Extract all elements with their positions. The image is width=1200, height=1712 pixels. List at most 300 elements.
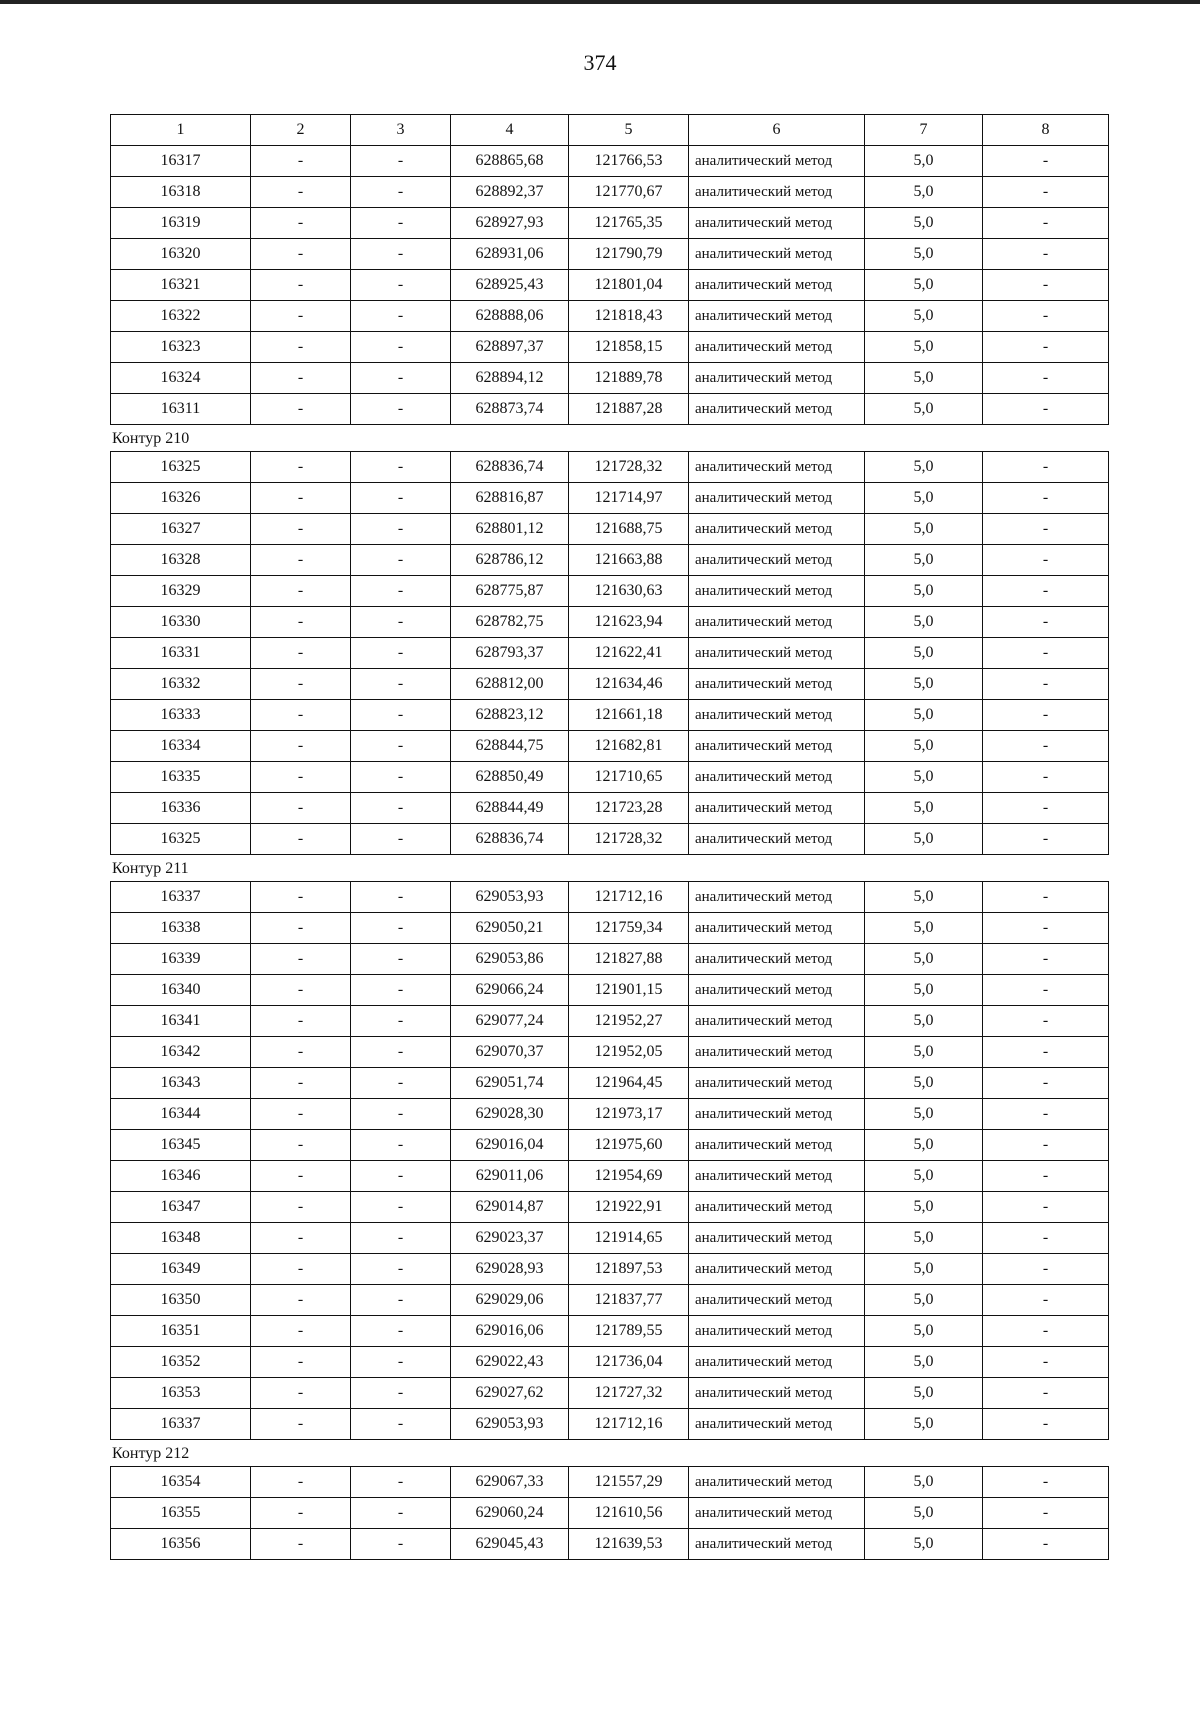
table-cell: 121889,78	[569, 363, 689, 394]
table-cell: -	[983, 669, 1109, 700]
table-cell: 628775,87	[451, 576, 569, 607]
table-cell: 16336	[111, 793, 251, 824]
header-row	[111, 115, 1109, 146]
table-cell: 628850,49	[451, 762, 569, 793]
table-cell: 629050,21	[451, 913, 569, 944]
table-row	[111, 700, 1109, 731]
table-cell: 121661,18	[569, 700, 689, 731]
table-cell: 16331	[111, 638, 251, 669]
table-cell: -	[983, 1037, 1109, 1068]
table-cell: -	[251, 824, 351, 855]
table-cell: 16347	[111, 1192, 251, 1223]
column-header: 4	[451, 115, 569, 146]
table-cell: 16326	[111, 483, 251, 514]
table-cell: 5,0	[865, 146, 983, 177]
table-cell: -	[351, 177, 451, 208]
table-cell: 121901,15	[569, 975, 689, 1006]
table-cell: 121557,29	[569, 1467, 689, 1498]
table-cell: -	[983, 1467, 1109, 1498]
table-cell: 629053,86	[451, 944, 569, 975]
table-cell: 121714,97	[569, 483, 689, 514]
coordinates-table	[110, 881, 1109, 1440]
table-cell: 5,0	[865, 975, 983, 1006]
table-cell: 629077,24	[451, 1006, 569, 1037]
table-cell: аналитический метод	[689, 1099, 865, 1130]
table-cell: -	[983, 239, 1109, 270]
table-cell: -	[983, 1254, 1109, 1285]
table-cell: 629028,30	[451, 1099, 569, 1130]
table-cell: 16321	[111, 270, 251, 301]
table-cell: -	[983, 700, 1109, 731]
table-cell: 5,0	[865, 1068, 983, 1099]
table-cell: -	[251, 944, 351, 975]
table-cell: 16323	[111, 332, 251, 363]
table-cell: 16318	[111, 177, 251, 208]
table-cell: -	[251, 452, 351, 483]
table-cell: 16319	[111, 208, 251, 239]
table-cell: 121790,79	[569, 239, 689, 270]
table-cell: 16320	[111, 239, 251, 270]
table-cell: 628894,12	[451, 363, 569, 394]
table-cell: 629053,93	[451, 1409, 569, 1440]
table-cell: 16324	[111, 363, 251, 394]
table-cell: -	[251, 1409, 351, 1440]
table-row	[111, 483, 1109, 514]
table-cell: 628816,87	[451, 483, 569, 514]
table-cell: 121712,16	[569, 1409, 689, 1440]
table-cell: 121728,32	[569, 452, 689, 483]
table-cell: 16325	[111, 452, 251, 483]
top-border-line	[0, 0, 1200, 4]
table-row	[111, 1192, 1109, 1223]
table-cell: аналитический метод	[689, 1529, 865, 1560]
table-cell: 16339	[111, 944, 251, 975]
table-cell: -	[251, 177, 351, 208]
contour-title: Контур 212	[112, 1445, 190, 1462]
table-cell: -	[351, 208, 451, 239]
table-cell: -	[351, 1409, 451, 1440]
table-cell: 628786,12	[451, 545, 569, 576]
table-cell: 121789,55	[569, 1316, 689, 1347]
table-cell: 121727,32	[569, 1378, 689, 1409]
table-cell: 121975,60	[569, 1130, 689, 1161]
table-row	[111, 975, 1109, 1006]
table-cell: аналитический метод	[689, 944, 865, 975]
table-cell: аналитический метод	[689, 1498, 865, 1529]
table-row	[111, 1347, 1109, 1378]
column-header: 7	[865, 115, 983, 146]
table-cell: 628836,74	[451, 452, 569, 483]
table-cell: 121818,43	[569, 301, 689, 332]
table-cell: -	[251, 1130, 351, 1161]
table-cell: 121858,15	[569, 332, 689, 363]
table-row	[111, 1409, 1109, 1440]
table-row	[111, 208, 1109, 239]
table-cell: 629022,43	[451, 1347, 569, 1378]
table-cell: -	[983, 545, 1109, 576]
table-cell: 628844,75	[451, 731, 569, 762]
table-cell: -	[251, 1316, 351, 1347]
table-cell: -	[983, 1223, 1109, 1254]
table-cell: -	[351, 824, 451, 855]
table-cell: 16337	[111, 882, 251, 913]
table-cell: 5,0	[865, 669, 983, 700]
table-cell: -	[251, 146, 351, 177]
table-cell: -	[983, 607, 1109, 638]
table-cell: аналитический метод	[689, 545, 865, 576]
contour-title: Контур 210	[112, 430, 190, 447]
table-cell: аналитический метод	[689, 1130, 865, 1161]
table-cell: -	[983, 824, 1109, 855]
table-cell: 628836,74	[451, 824, 569, 855]
table-cell: 628931,06	[451, 239, 569, 270]
table-cell: 629023,37	[451, 1223, 569, 1254]
table-cell: аналитический метод	[689, 975, 865, 1006]
table-cell: 16346	[111, 1161, 251, 1192]
table-cell: 629070,37	[451, 1037, 569, 1068]
table-cell: 121663,88	[569, 545, 689, 576]
table-cell: 5,0	[865, 394, 983, 425]
table-cell: 16322	[111, 301, 251, 332]
table-cell: -	[351, 975, 451, 1006]
table-cell: -	[351, 1130, 451, 1161]
table-cell: 5,0	[865, 1285, 983, 1316]
table-row	[111, 1099, 1109, 1130]
table-cell: -	[351, 669, 451, 700]
table-cell: -	[983, 301, 1109, 332]
table-cell: 5,0	[865, 301, 983, 332]
table-cell: -	[351, 700, 451, 731]
table-cell: 5,0	[865, 731, 983, 762]
table-cell: -	[251, 270, 351, 301]
table-cell: 121766,53	[569, 146, 689, 177]
table-cell: -	[251, 762, 351, 793]
table-cell: 5,0	[865, 1130, 983, 1161]
table-row	[111, 177, 1109, 208]
table-cell: 16330	[111, 607, 251, 638]
table-cell: -	[983, 913, 1109, 944]
page-number: 374	[583, 50, 617, 75]
table-cell: -	[251, 332, 351, 363]
table-row	[111, 1378, 1109, 1409]
table-cell: 16317	[111, 146, 251, 177]
table-cell: 16343	[111, 1068, 251, 1099]
table-cell: -	[983, 394, 1109, 425]
table-cell: 16338	[111, 913, 251, 944]
table-cell: аналитический метод	[689, 332, 865, 363]
coordinates-table	[110, 1466, 1109, 1560]
table-cell: 121964,45	[569, 1068, 689, 1099]
table-cell: -	[983, 731, 1109, 762]
table-cell: -	[351, 1316, 451, 1347]
table-cell: 121736,04	[569, 1347, 689, 1378]
table-cell: 5,0	[865, 177, 983, 208]
table-cell: -	[351, 1192, 451, 1223]
coordinates-table	[110, 114, 1109, 425]
table-cell: -	[983, 1099, 1109, 1130]
table-cell: 16352	[111, 1347, 251, 1378]
table-row	[111, 363, 1109, 394]
table-cell: 16340	[111, 975, 251, 1006]
table-cell: -	[983, 1409, 1109, 1440]
table-cell: 5,0	[865, 1498, 983, 1529]
table-row	[111, 1285, 1109, 1316]
contour-group	[110, 1440, 1108, 1560]
table-cell: -	[351, 1068, 451, 1099]
column-header: 8	[983, 115, 1109, 146]
table-cell: 121728,32	[569, 824, 689, 855]
table-cell: 629011,06	[451, 1161, 569, 1192]
table-cell: -	[983, 1130, 1109, 1161]
contour-group	[110, 114, 1108, 425]
table-row	[111, 793, 1109, 824]
table-cell: 16350	[111, 1285, 251, 1316]
table-cell: 16349	[111, 1254, 251, 1285]
table-cell: аналитический метод	[689, 882, 865, 913]
table-cell: 628801,12	[451, 514, 569, 545]
table-cell: 628927,93	[451, 208, 569, 239]
table-cell: -	[251, 638, 351, 669]
table-cell: 5,0	[865, 1192, 983, 1223]
table-cell: 5,0	[865, 1409, 983, 1440]
table-cell: 5,0	[865, 1161, 983, 1192]
contour-title: Контур 211	[112, 860, 189, 877]
table-cell: -	[251, 607, 351, 638]
table-cell: -	[983, 944, 1109, 975]
table-cell: 16311	[111, 394, 251, 425]
table-cell: -	[351, 1006, 451, 1037]
table-row	[111, 762, 1109, 793]
table-cell: аналитический метод	[689, 514, 865, 545]
table-row	[111, 576, 1109, 607]
table-cell: -	[251, 793, 351, 824]
table-cell: -	[983, 1316, 1109, 1347]
table-cell: 5,0	[865, 1467, 983, 1498]
table-cell: -	[983, 1068, 1109, 1099]
table-cell: аналитический метод	[689, 793, 865, 824]
table-cell: 5,0	[865, 1006, 983, 1037]
table-row	[111, 638, 1109, 669]
table-cell: 121712,16	[569, 882, 689, 913]
table-cell: -	[351, 514, 451, 545]
table-cell: 5,0	[865, 700, 983, 731]
table-cell: 5,0	[865, 793, 983, 824]
table-cell: аналитический метод	[689, 239, 865, 270]
table-cell: 16351	[111, 1316, 251, 1347]
table-cell: аналитический метод	[689, 363, 865, 394]
table-cell: 121759,34	[569, 913, 689, 944]
table-cell: 121622,41	[569, 638, 689, 669]
table-cell: -	[351, 1285, 451, 1316]
table-cell: -	[351, 1223, 451, 1254]
table-cell: 629016,04	[451, 1130, 569, 1161]
table-cell: -	[351, 793, 451, 824]
table-cell: -	[983, 177, 1109, 208]
table-cell: -	[251, 483, 351, 514]
table-cell: -	[251, 975, 351, 1006]
coordinates-document	[110, 114, 1108, 1560]
table-cell: 16345	[111, 1130, 251, 1161]
table-cell: 628897,37	[451, 332, 569, 363]
column-header: 6	[689, 115, 865, 146]
table-cell: 16333	[111, 700, 251, 731]
table-cell: 121952,05	[569, 1037, 689, 1068]
coordinates-table	[110, 451, 1109, 855]
table-cell: 628812,00	[451, 669, 569, 700]
table-cell: 629014,87	[451, 1192, 569, 1223]
table-cell: 5,0	[865, 1378, 983, 1409]
table-cell: -	[251, 301, 351, 332]
table-cell: 629028,93	[451, 1254, 569, 1285]
table-row	[111, 514, 1109, 545]
table-row	[111, 1130, 1109, 1161]
table-cell: -	[351, 1467, 451, 1498]
table-cell: 121954,69	[569, 1161, 689, 1192]
table-cell: -	[983, 270, 1109, 301]
table-cell: 5,0	[865, 332, 983, 363]
table-cell: 16337	[111, 1409, 251, 1440]
table-cell: -	[351, 731, 451, 762]
table-cell: -	[983, 638, 1109, 669]
table-cell: -	[251, 700, 351, 731]
table-cell: -	[351, 239, 451, 270]
table-cell: -	[251, 1006, 351, 1037]
table-cell: 121610,56	[569, 1498, 689, 1529]
table-cell: 121682,81	[569, 731, 689, 762]
column-header: 1	[111, 115, 251, 146]
table-cell: 5,0	[865, 882, 983, 913]
table-cell: -	[251, 208, 351, 239]
table-cell: -	[251, 1068, 351, 1099]
table-cell: аналитический метод	[689, 1254, 865, 1285]
table-cell: -	[351, 1099, 451, 1130]
table-cell: 121710,65	[569, 762, 689, 793]
table-cell: -	[351, 1347, 451, 1378]
table-cell: 5,0	[865, 483, 983, 514]
table-row	[111, 452, 1109, 483]
table-cell: аналитический метод	[689, 1378, 865, 1409]
table-cell: 121623,94	[569, 607, 689, 638]
table-cell: аналитический метод	[689, 700, 865, 731]
contour-group	[110, 855, 1108, 1440]
table-cell: 16332	[111, 669, 251, 700]
table-cell: 16325	[111, 824, 251, 855]
table-cell: аналитический метод	[689, 394, 865, 425]
table-cell: 16355	[111, 1498, 251, 1529]
table-cell: 5,0	[865, 1037, 983, 1068]
table-cell: аналитический метод	[689, 1223, 865, 1254]
table-cell: 5,0	[865, 363, 983, 394]
table-cell: аналитический метод	[689, 146, 865, 177]
table-cell: 121634,46	[569, 669, 689, 700]
table-cell: 628865,68	[451, 146, 569, 177]
table-cell: 5,0	[865, 824, 983, 855]
table-cell: -	[251, 1467, 351, 1498]
table-cell: 628793,37	[451, 638, 569, 669]
table-cell: -	[983, 1378, 1109, 1409]
table-cell: 121770,67	[569, 177, 689, 208]
table-cell: 5,0	[865, 545, 983, 576]
table-cell: -	[251, 545, 351, 576]
table-cell: 5,0	[865, 1254, 983, 1285]
table-cell: -	[351, 882, 451, 913]
column-header: 2	[251, 115, 351, 146]
table-row	[111, 1529, 1109, 1560]
table-cell: аналитический метод	[689, 208, 865, 239]
table-row	[111, 944, 1109, 975]
table-cell: -	[351, 363, 451, 394]
table-cell: -	[251, 913, 351, 944]
table-cell: 121837,77	[569, 1285, 689, 1316]
table-cell: 628888,06	[451, 301, 569, 332]
table-cell: 121801,04	[569, 270, 689, 301]
table-cell: -	[351, 944, 451, 975]
table-row	[111, 332, 1109, 363]
table-cell: 628782,75	[451, 607, 569, 638]
table-cell: 121765,35	[569, 208, 689, 239]
table-cell: аналитический метод	[689, 576, 865, 607]
table-cell: аналитический метод	[689, 731, 865, 762]
table-cell: 5,0	[865, 762, 983, 793]
table-cell: 16329	[111, 576, 251, 607]
table-cell: -	[351, 394, 451, 425]
table-cell: -	[251, 1498, 351, 1529]
table-cell: -	[251, 731, 351, 762]
table-cell: 5,0	[865, 1099, 983, 1130]
table-cell: -	[983, 208, 1109, 239]
table-row	[111, 1006, 1109, 1037]
table-cell: -	[351, 1378, 451, 1409]
table-cell: 121688,75	[569, 514, 689, 545]
table-cell: 629053,93	[451, 882, 569, 913]
table-cell: 5,0	[865, 239, 983, 270]
table-cell: -	[983, 332, 1109, 363]
table-row	[111, 270, 1109, 301]
table-cell: аналитический метод	[689, 913, 865, 944]
table-cell: аналитический метод	[689, 1068, 865, 1099]
contour-group	[110, 425, 1108, 855]
table-row	[111, 545, 1109, 576]
table-cell: 629045,43	[451, 1529, 569, 1560]
table-cell: -	[251, 576, 351, 607]
table-cell: -	[351, 576, 451, 607]
table-cell: 5,0	[865, 1223, 983, 1254]
table-cell: 121630,63	[569, 576, 689, 607]
table-cell: аналитический метод	[689, 1316, 865, 1347]
table-row	[111, 301, 1109, 332]
table-cell: аналитический метод	[689, 177, 865, 208]
table-cell: аналитический метод	[689, 452, 865, 483]
table-cell: -	[983, 975, 1109, 1006]
table-cell: -	[983, 1498, 1109, 1529]
table-cell: -	[251, 1099, 351, 1130]
table-cell: 16328	[111, 545, 251, 576]
table-cell: -	[983, 576, 1109, 607]
table-cell: -	[983, 1285, 1109, 1316]
table-cell: -	[251, 1037, 351, 1068]
table-row	[111, 1316, 1109, 1347]
table-cell: 5,0	[865, 944, 983, 975]
table-row	[111, 607, 1109, 638]
table-cell: -	[983, 1006, 1109, 1037]
table-cell: 629060,24	[451, 1498, 569, 1529]
table-cell: 628823,12	[451, 700, 569, 731]
table-cell: -	[983, 1161, 1109, 1192]
table-cell: 121887,28	[569, 394, 689, 425]
table-cell: -	[251, 882, 351, 913]
table-cell: -	[251, 1347, 351, 1378]
table-cell: аналитический метод	[689, 824, 865, 855]
